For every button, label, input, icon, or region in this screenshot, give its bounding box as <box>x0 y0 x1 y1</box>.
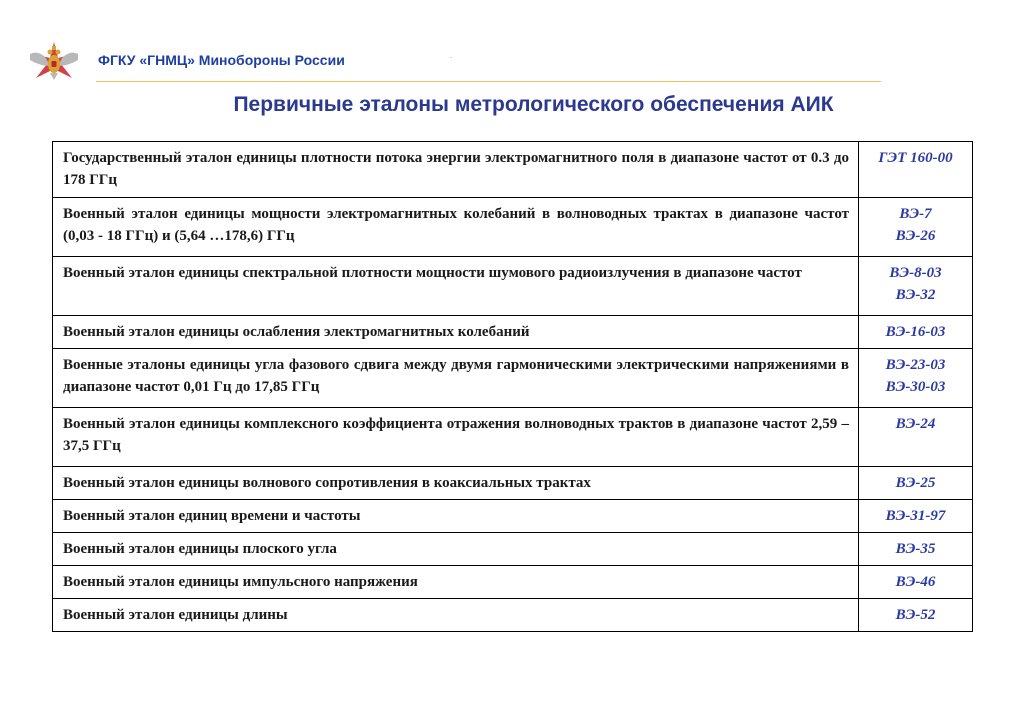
standard-code-cell <box>859 566 973 599</box>
standards-table <box>52 141 973 632</box>
standard-code: ВЭ-46 <box>895 574 936 590</box>
standard-code: ВЭ-7 <box>899 206 932 222</box>
standard-code: ВЭ-26 <box>895 228 936 244</box>
standard-code: ВЭ-35 <box>895 541 936 557</box>
table-row <box>53 408 973 467</box>
table-row <box>53 500 973 533</box>
table-row <box>53 566 973 599</box>
standard-description: Военный эталон единицы волнового сопротивления в коаксиальных трактах <box>53 467 859 500</box>
standard-description: Военный эталон единицы импульсного напряжения <box>53 566 859 599</box>
standard-description: Военный эталон единицы мощности электромагнитных колебаний в волноводных трактах в диапазоне частот (0,03 - 18 ГГц) и (5,64 …178,6) ГГц <box>53 198 859 257</box>
standard-code-cell <box>859 500 973 533</box>
standard-code-cell <box>859 198 973 257</box>
standard-code: ВЭ-31-97 <box>885 508 946 524</box>
table-row <box>53 257 973 316</box>
table-row <box>53 198 973 257</box>
standard-code-cell <box>859 142 973 198</box>
standard-code: ВЭ-30-03 <box>885 379 946 395</box>
ministry-emblem-icon <box>24 40 84 84</box>
standard-code: ГЭТ 160-00 <box>878 150 953 166</box>
standard-code: ВЭ-23-03 <box>885 357 946 373</box>
standard-description: Военный эталон единицы плоского угла <box>53 533 859 566</box>
table-row <box>53 316 973 349</box>
standard-code-cell <box>859 467 973 500</box>
table-row <box>53 349 973 408</box>
standard-code-cell <box>859 257 973 316</box>
standard-description: Военный эталон единицы ослабления электромагнитных колебаний <box>53 316 859 349</box>
standard-code-cell <box>859 533 973 566</box>
standard-description: Военные эталоны единицы угла фазового сдвига между двумя гармоническими электрическими напряжениями в диапазоне частот 0,01 Гц до 17,85 ГГц <box>53 349 859 408</box>
table-row <box>53 142 973 198</box>
page-title: Первичные эталоны метрологического обеспечения АИК <box>233 93 834 116</box>
table-row <box>53 533 973 566</box>
standard-code-cell <box>859 316 973 349</box>
standard-description: Военный эталон единицы длины <box>53 599 859 632</box>
standard-code: ВЭ-52 <box>895 607 936 623</box>
standard-description: Военный эталон единицы комплексного коэффициента отражения волноводных трактов в диапазоне частот 2,59 – 37,5 ГГц <box>53 408 859 467</box>
table-row <box>53 599 973 632</box>
standard-code: ВЭ-16-03 <box>885 324 946 340</box>
organization-name: ФГКУ «ГНМЦ» Минобороны России <box>98 52 345 68</box>
standard-code: ВЭ-8-03 <box>889 265 942 281</box>
standard-code: ВЭ-24 <box>895 416 936 432</box>
standard-description: Государственный эталон единицы плотности потока энергии электромагнитного поля в диапазоне частот от 0.3 до 178 ГГц <box>53 142 859 198</box>
standard-code: ВЭ-25 <box>895 475 936 491</box>
standard-code-cell <box>859 408 973 467</box>
standard-code-cell <box>859 599 973 632</box>
header-divider <box>96 81 881 82</box>
standard-description: Военный эталон единиц времени и частоты <box>53 500 859 533</box>
standard-description: Военный эталон единицы спектральной плотности мощности шумового радиоизлучения в диапазоне частот <box>53 257 859 316</box>
table-row <box>53 467 973 500</box>
standard-code-cell <box>859 349 973 408</box>
standard-code: ВЭ-32 <box>895 287 936 303</box>
header-mark: . <box>450 53 452 60</box>
